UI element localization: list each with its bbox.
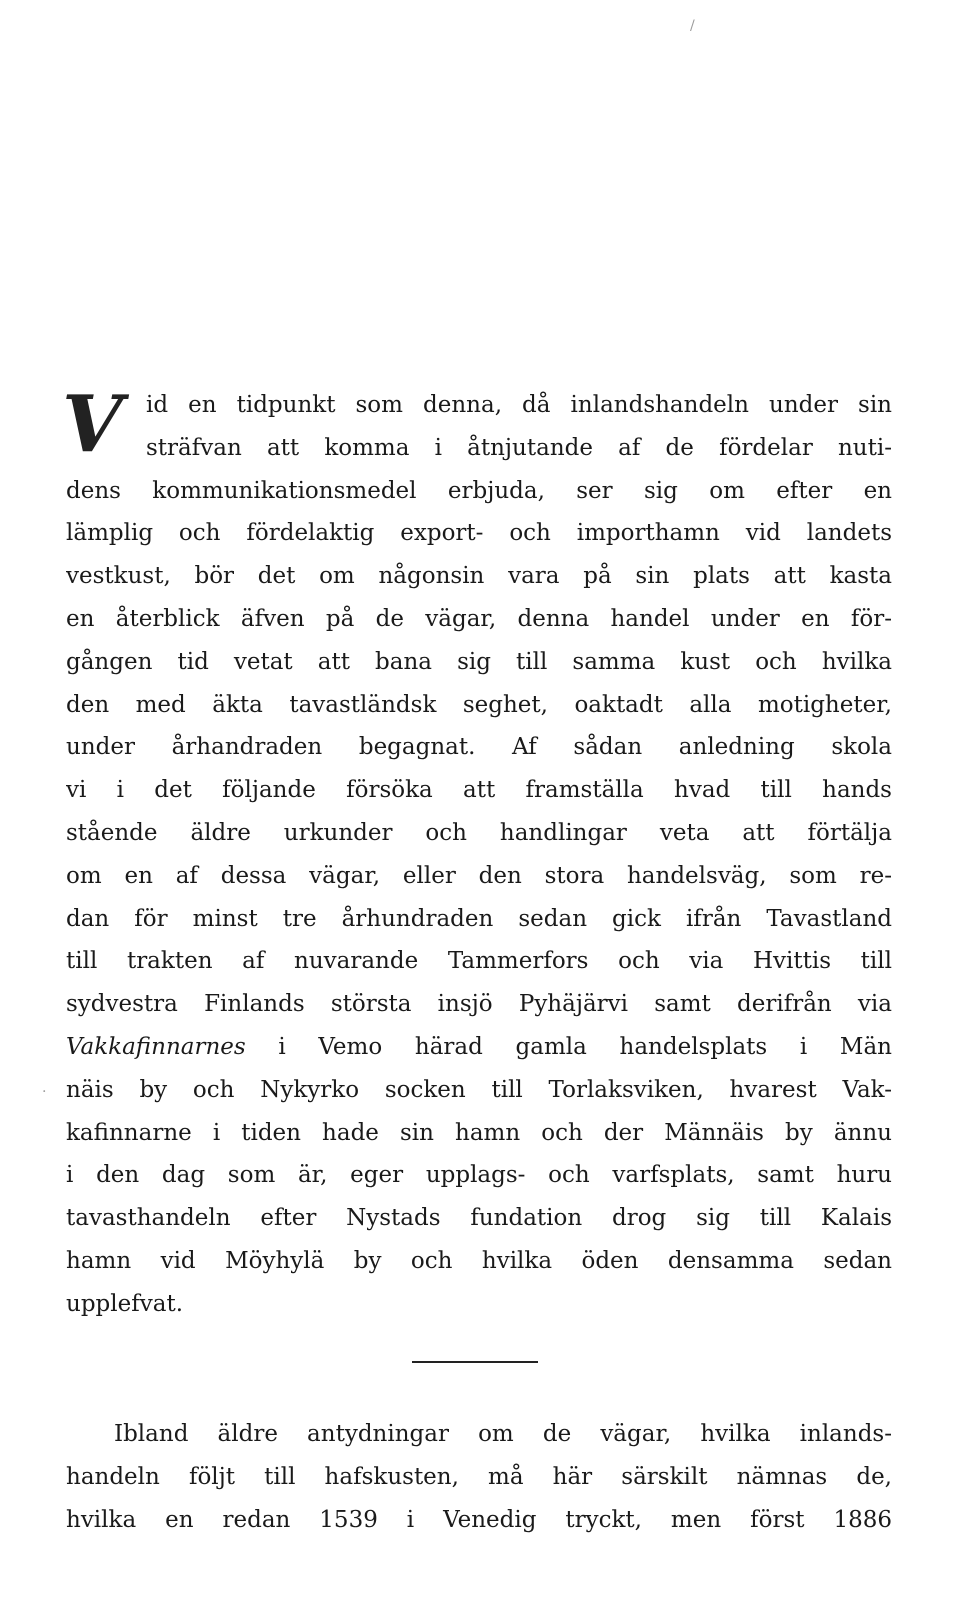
text-line: Ibland äldre antydningar om de vägar, hvilka inlands- bbox=[114, 1421, 892, 1447]
paragraph-2 bbox=[66, 1413, 892, 1541]
text-line bbox=[66, 1026, 892, 1069]
text-line: vestkust, bör det om någonsin vara på sin plats att kasta bbox=[66, 563, 892, 590]
text-line: den med äkta tavastländsk seghet, oaktadt alla motigheter, bbox=[66, 691, 892, 718]
text-line: hamn vid Möyhylä by och hvilka öden densamma sedan bbox=[66, 1247, 892, 1274]
text-line: id en tidpunkt som denna, då inlandshandeln under sin bbox=[146, 392, 892, 418]
italic-term: Vakkafinnarnes bbox=[66, 1033, 246, 1060]
paragraph-1 bbox=[62, 379, 892, 1326]
paragraph-1-body bbox=[66, 384, 892, 1326]
text-line: till trakten af nuvarande Tammerfors och via Hvittis till bbox=[66, 948, 892, 975]
drop-cap: V bbox=[62, 379, 123, 470]
text-line: sträfvan att komma i åtnjutande af de fördelar nuti- bbox=[146, 434, 892, 461]
section-divider bbox=[412, 1361, 538, 1363]
text-line: en återblick äfven på de vägar, denna handel under en för- bbox=[66, 605, 892, 632]
text-line: i den dag som är, eger upplags- och varfsplats, samt huru bbox=[66, 1162, 892, 1189]
text-line: under århandraden begagnat. Af sådan anledning skola bbox=[66, 734, 892, 761]
text-line: lämplig och fördelaktig export- och importhamn vid landets bbox=[66, 520, 892, 547]
text-line: näis by och Nykyrko socken till Torlaksviken, hvarest Vak- bbox=[66, 1076, 892, 1103]
text-line: om en af dessa vägar, eller den stora handelsväg, som re- bbox=[66, 862, 892, 889]
text-line: gången tid vetat att bana sig till samma kust och hvilka bbox=[66, 648, 892, 675]
text-line: stående äldre urkunder och handlingar veta att förtälja bbox=[66, 819, 892, 846]
text-line: dan för minst tre århundraden sedan gick ifrån Tavastland bbox=[66, 905, 892, 932]
text-line: sydvestra Finlands största insjö Pyhäjärvi samt derifrån via bbox=[66, 991, 892, 1018]
text-line: hvilka en redan 1539 i Venedig tryckt, men först 1886 bbox=[66, 1506, 892, 1533]
text-line: vi i det följande försöka att framställa hvad till hands bbox=[66, 777, 892, 804]
stray-dot: . bbox=[42, 1080, 47, 1096]
text-span: i Vemo härad gamla handelsplats i Män bbox=[278, 1033, 892, 1060]
text-line: handeln följt till hafskusten, må här särskilt nämnas de, bbox=[66, 1463, 892, 1490]
stray-mark: / bbox=[690, 18, 695, 34]
text-line-last: upplefvat. bbox=[66, 1290, 183, 1317]
text-line: tavasthandeln efter Nystads fundation drog sig till Kalais bbox=[66, 1205, 892, 1232]
text-line: kafinnarne i tiden hade sin hamn och der Männäis by ännu bbox=[66, 1119, 892, 1146]
text-line: dens kommunikationsmedel erbjuda, ser sig om efter en bbox=[66, 477, 892, 504]
